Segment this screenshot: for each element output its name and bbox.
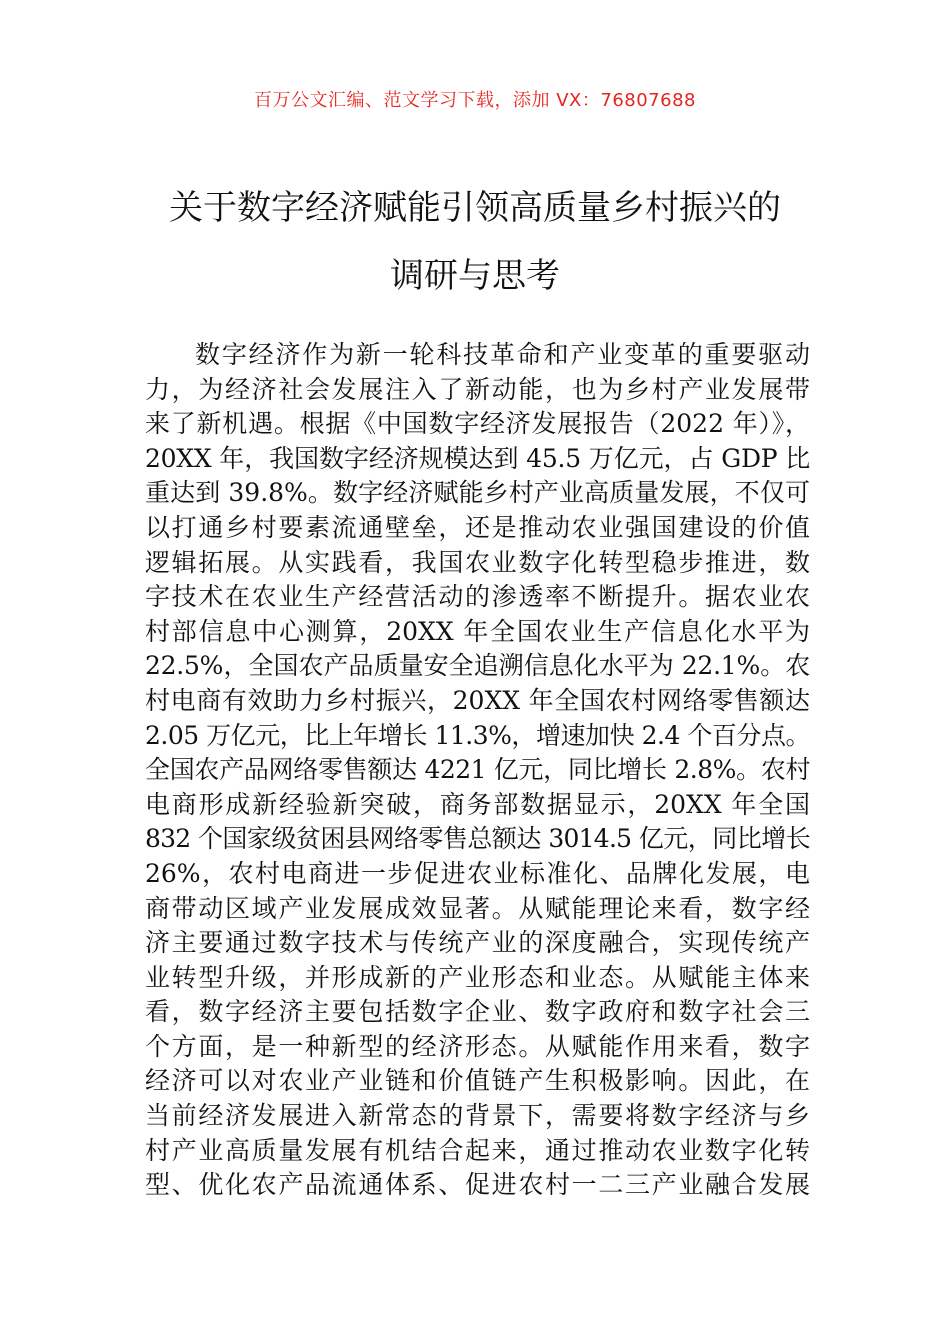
paragraph-line: 看，数字经济主要包括数字企业、数字政府和数字社会三 bbox=[145, 997, 810, 1027]
paragraph-line: 逻辑拓展。从实践看，我国农业数字化转型稳步推进，数 bbox=[145, 547, 810, 577]
paragraph-line: 26%，农村电商进一步促进农业标准化、品牌化发展，电 bbox=[145, 858, 810, 888]
paragraph-line: 济主要通过数字技术与传统产业的深度融合，实现传统产 bbox=[145, 928, 810, 958]
paragraph-line: 22.5%，全国农产品质量安全追溯信息化水平为 22.1%。农 bbox=[145, 651, 810, 681]
paragraph-line: 村产业高质量发展有机结合起来，通过推动农业数字化转 bbox=[145, 1135, 810, 1165]
paragraph-line: 字技术在农业生产经营活动的渗透率不断提升。据农业农 bbox=[145, 582, 810, 612]
paragraph-line: 2.05 万亿元，比上年增长 11.3%，增速加快 2.4 个百分点。 bbox=[145, 720, 810, 750]
paragraph-line: 个方面，是一种新型的经济形态。从赋能作用来看，数字 bbox=[145, 1031, 810, 1061]
paragraph-line: 来了新机遇。根据《中国数字经济发展报告（2022 年）》， bbox=[145, 409, 810, 439]
paragraph-line: 村电商有效助力乡村振兴，20XX 年全国农村网络零售额达 bbox=[145, 685, 810, 715]
paragraph-line: 20XX 年，我国数字经济规模达到 45.5 万亿元，占 GDP 比 bbox=[145, 443, 810, 473]
paragraph-line: 业转型升级，并形成新的产业形态和业态。从赋能主体来 bbox=[145, 962, 810, 992]
paragraph-line: 832 个国家级贫困县网络零售总额达 3014.5 亿元，同比增长 bbox=[145, 824, 810, 854]
paragraph-line: 经济可以对农业产业链和价值链产生积极影响。因此，在 bbox=[145, 1066, 810, 1096]
paragraph-line: 全国农产品网络零售额达 4221 亿元，同比增长 2.8%。农村 bbox=[145, 755, 810, 785]
paragraph-line: 型、优化农产品流通体系、促进农村一二三产业融合发展 bbox=[145, 1170, 810, 1200]
document-title-line-1: 关于数字经济赋能引领高质量乡村振兴的 bbox=[169, 188, 781, 228]
paragraph-line: 商带动区域产业发展成效显著。从赋能理论来看，数字经 bbox=[145, 893, 810, 923]
paragraph-line: 重达到 39.8%。数字经济赋能乡村产业高质量发展，不仅可 bbox=[145, 478, 810, 508]
paragraph-line: 力，为经济社会发展注入了新动能，也为乡村产业发展带 bbox=[145, 374, 810, 404]
document-title-line-2: 调研与思考 bbox=[390, 256, 560, 296]
paragraph-line: 村部信息中心测算，20XX 年全国农业生产信息化水平为 bbox=[145, 616, 810, 646]
paragraph-line: 当前经济发展进入新常态的背景下，需要将数字经济与乡 bbox=[145, 1101, 810, 1131]
paragraph-line: 电商形成新经验新突破，商务部数据显示，20XX 年全国 bbox=[145, 789, 810, 819]
paragraph-line: 以打通乡村要素流通壁垒，还是推动农业强国建设的价值 bbox=[145, 512, 810, 542]
paragraph-line: 数字经济作为新一轮科技革命和产业变革的重要驱动 bbox=[195, 340, 810, 369]
body-paragraph bbox=[145, 338, 810, 1203]
header-watermark-note: 百万公文汇编、范文学习下载，添加 VX：76807688 bbox=[254, 90, 696, 111]
